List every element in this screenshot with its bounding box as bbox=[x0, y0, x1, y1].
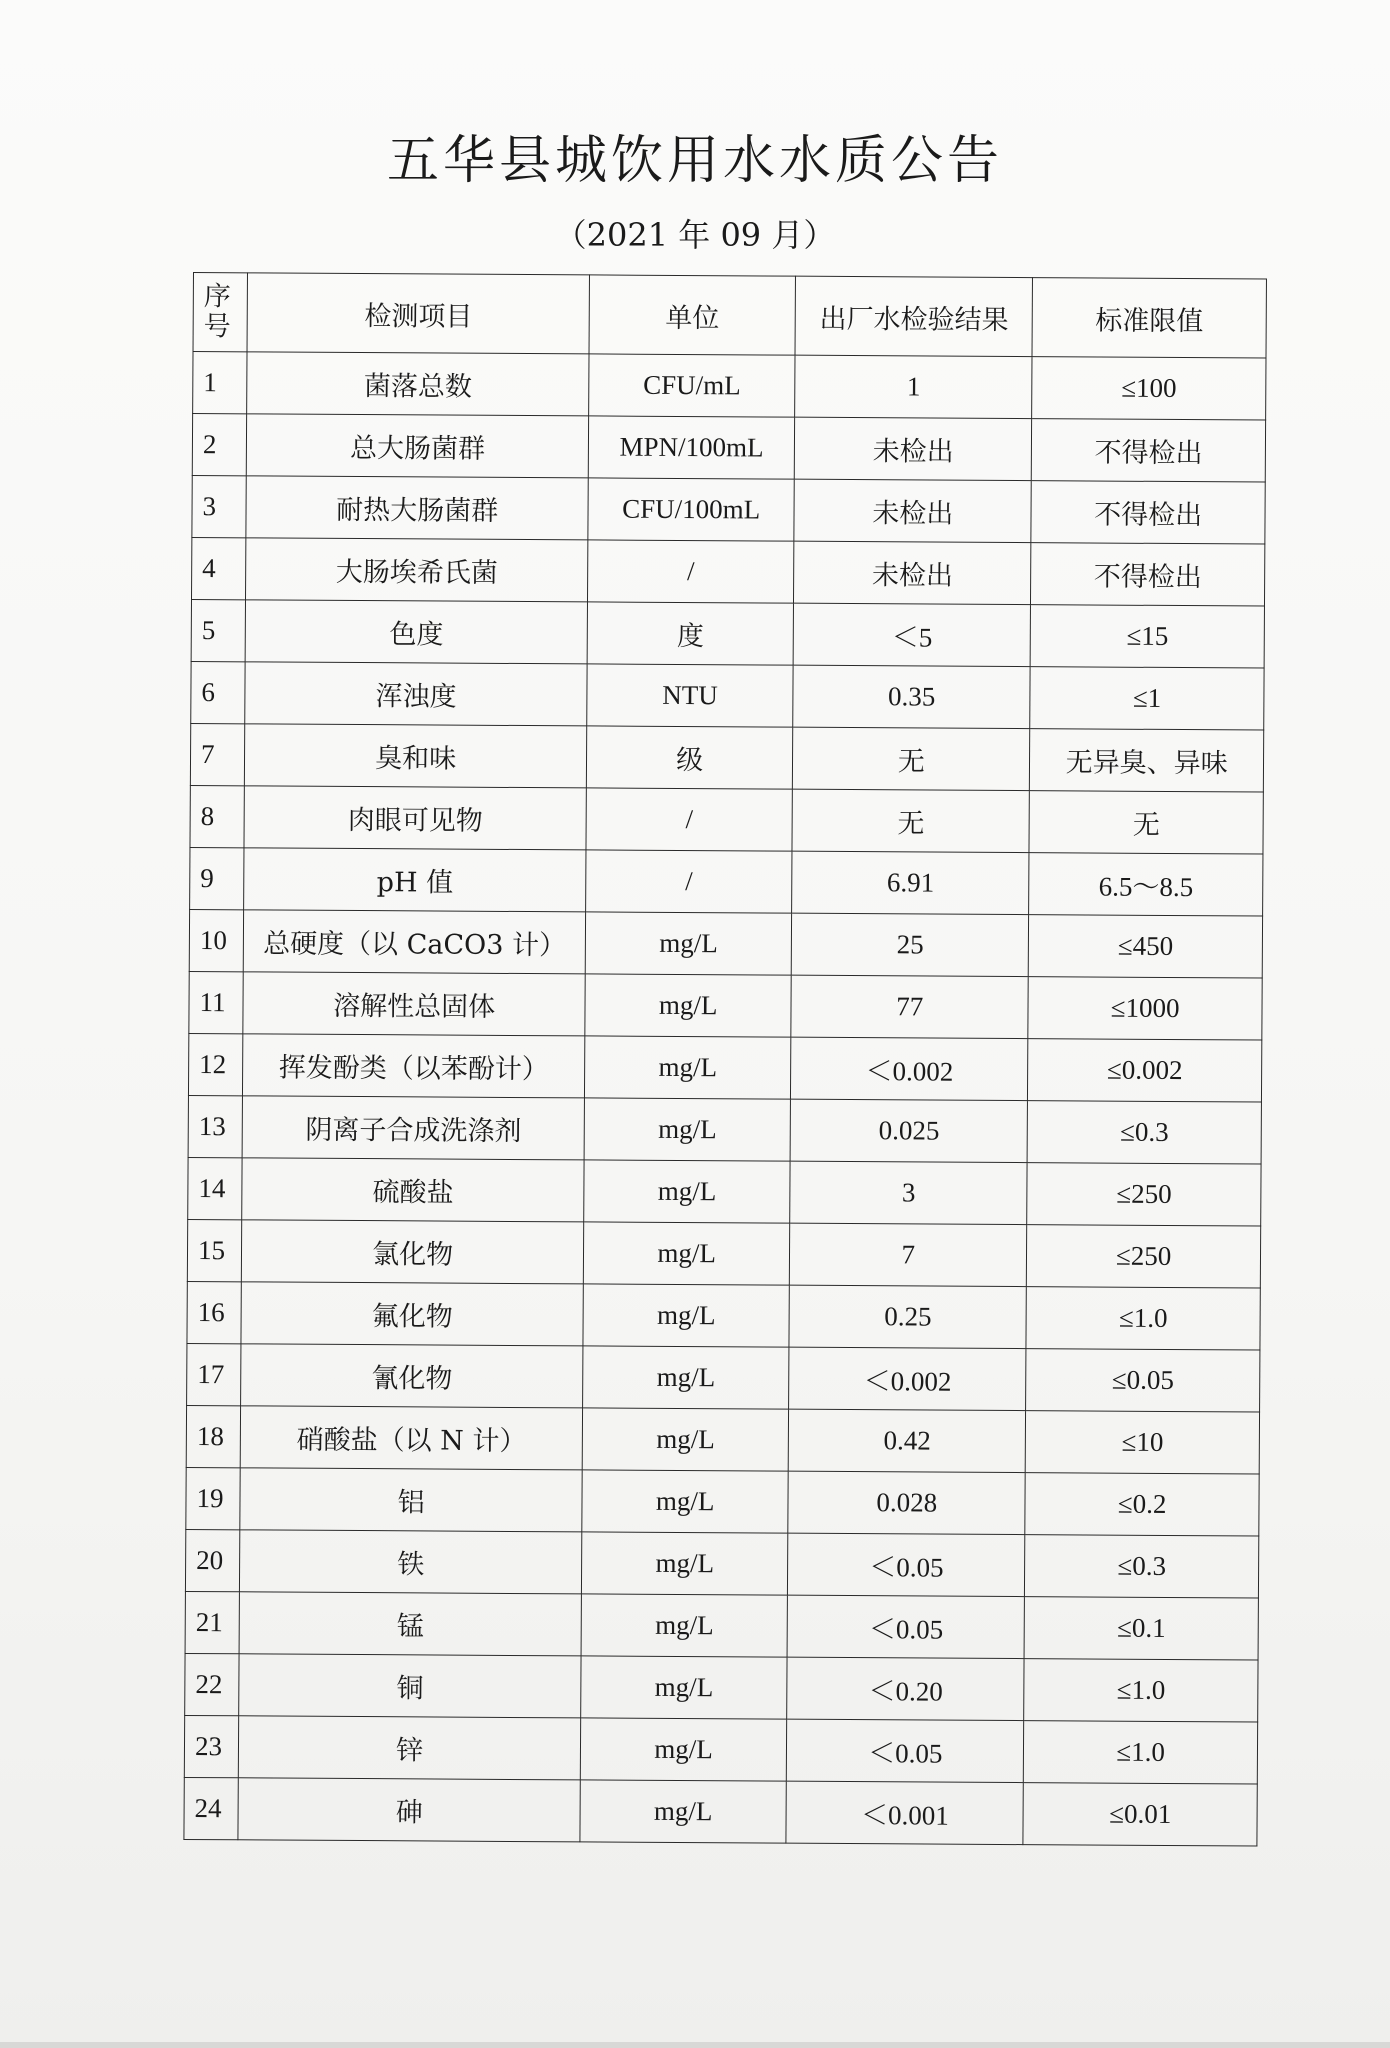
row-unit: mg/L bbox=[580, 1718, 787, 1781]
row-no: 5 bbox=[191, 599, 246, 661]
row-item: 溶解性总固体 bbox=[243, 972, 585, 1036]
row-result: 6.91 bbox=[792, 851, 1029, 914]
row-unit: mg/L bbox=[581, 1532, 788, 1595]
row-no: 12 bbox=[188, 1033, 243, 1095]
table-row bbox=[192, 414, 1265, 483]
row-no: 11 bbox=[189, 971, 244, 1033]
row-no: 10 bbox=[189, 909, 244, 971]
table-row bbox=[184, 1777, 1257, 1846]
row-item: 肉眼可见物 bbox=[244, 786, 586, 850]
row-no: 7 bbox=[190, 723, 245, 785]
row-standard: ≤100 bbox=[1032, 357, 1266, 420]
row-result: ＜0.002 bbox=[789, 1347, 1026, 1410]
row-no: 19 bbox=[186, 1467, 241, 1529]
row-result: 0.35 bbox=[793, 665, 1030, 728]
row-result: 25 bbox=[792, 913, 1029, 976]
header-standard: 标准限值 bbox=[1032, 278, 1266, 358]
row-item: 色度 bbox=[246, 600, 588, 664]
row-standard: ≤450 bbox=[1028, 915, 1262, 978]
row-no: 6 bbox=[191, 661, 246, 723]
table-row bbox=[191, 661, 1264, 730]
row-unit: CFU/100mL bbox=[588, 478, 795, 541]
row-unit: mg/L bbox=[585, 974, 792, 1037]
row-result: 未检出 bbox=[794, 479, 1031, 542]
row-standard: ≤1.0 bbox=[1024, 1721, 1258, 1784]
row-item: 氟化物 bbox=[241, 1282, 583, 1346]
row-item: 硝酸盐（以 N 计） bbox=[241, 1406, 583, 1470]
row-no: 21 bbox=[185, 1591, 240, 1653]
row-standard: ≤1.0 bbox=[1026, 1287, 1260, 1350]
row-no: 17 bbox=[187, 1343, 242, 1405]
row-result: 0.42 bbox=[789, 1409, 1026, 1472]
row-unit: mg/L bbox=[584, 1036, 791, 1099]
row-item: 阴离子合成洗涤剂 bbox=[243, 1096, 585, 1160]
row-standard: 无异臭、异味 bbox=[1030, 729, 1264, 792]
row-unit: MPN/100mL bbox=[588, 416, 795, 479]
table-header bbox=[193, 273, 1266, 359]
row-result: ＜0.05 bbox=[787, 1595, 1024, 1658]
row-item: 总硬度（以 CaCO3 计） bbox=[244, 910, 586, 974]
row-result: 无 bbox=[793, 727, 1030, 790]
header-unit: 单位 bbox=[589, 275, 796, 355]
row-item: 总大肠菌群 bbox=[247, 414, 589, 478]
row-result: 7 bbox=[790, 1223, 1027, 1286]
row-item: pH 值 bbox=[244, 848, 586, 912]
row-standard: ≤0.2 bbox=[1025, 1473, 1259, 1536]
row-standard: ≤1000 bbox=[1028, 977, 1262, 1040]
header-row bbox=[193, 273, 1266, 359]
table-row bbox=[190, 723, 1263, 792]
row-result: ＜0.20 bbox=[787, 1657, 1024, 1720]
row-standard: ≤0.002 bbox=[1028, 1039, 1262, 1102]
row-unit: / bbox=[587, 540, 794, 603]
row-item: 铁 bbox=[240, 1530, 582, 1594]
table-row bbox=[191, 599, 1264, 668]
row-unit: mg/L bbox=[584, 1160, 791, 1223]
water-quality-table bbox=[183, 272, 1267, 1847]
table-row bbox=[190, 847, 1263, 916]
table-row bbox=[185, 1653, 1258, 1722]
table-row bbox=[187, 1343, 1260, 1412]
row-standard: 不得检出 bbox=[1031, 419, 1265, 482]
row-item: 氯化物 bbox=[242, 1220, 584, 1284]
row-standard: ≤250 bbox=[1027, 1163, 1261, 1226]
row-result: 0.028 bbox=[788, 1471, 1025, 1534]
table-row bbox=[187, 1281, 1260, 1350]
row-unit: 度 bbox=[587, 602, 794, 665]
row-result: ＜0.05 bbox=[788, 1533, 1025, 1596]
row-standard: ≤1.0 bbox=[1024, 1659, 1258, 1722]
row-standard: ≤10 bbox=[1025, 1411, 1259, 1474]
row-item: 硫酸盐 bbox=[242, 1158, 584, 1222]
table-row bbox=[188, 1033, 1261, 1102]
row-result: ＜0.002 bbox=[791, 1037, 1028, 1100]
row-unit: mg/L bbox=[583, 1284, 790, 1347]
row-unit: mg/L bbox=[582, 1346, 789, 1409]
row-standard: ≤250 bbox=[1027, 1225, 1261, 1288]
row-item: 氰化物 bbox=[241, 1344, 583, 1408]
row-item: 挥发酚类（以苯酚计） bbox=[243, 1034, 585, 1098]
row-standard: 不得检出 bbox=[1031, 481, 1265, 544]
row-result: 0.25 bbox=[789, 1285, 1026, 1348]
header-no: 序号 bbox=[193, 273, 248, 352]
row-standard: ≤0.3 bbox=[1025, 1535, 1259, 1598]
row-standard: ≤0.01 bbox=[1023, 1783, 1257, 1846]
page-bottom-edge bbox=[0, 2042, 1390, 2048]
row-unit: 级 bbox=[586, 726, 793, 789]
table-row bbox=[191, 537, 1264, 606]
row-standard: 6.5～8.5 bbox=[1029, 853, 1263, 916]
row-standard: 无 bbox=[1029, 791, 1263, 854]
table-row bbox=[188, 1157, 1261, 1226]
row-unit: mg/L bbox=[584, 1098, 791, 1161]
row-unit: / bbox=[586, 788, 793, 851]
row-result: ＜0.001 bbox=[786, 1781, 1023, 1844]
row-item: 锌 bbox=[239, 1716, 581, 1780]
row-item: 铝 bbox=[240, 1468, 582, 1532]
row-result: 1 bbox=[795, 355, 1032, 418]
table-row bbox=[193, 352, 1266, 421]
row-no: 2 bbox=[192, 414, 247, 476]
row-standard: ≤0.1 bbox=[1024, 1597, 1258, 1660]
row-result: 无 bbox=[792, 789, 1029, 852]
page-subtitle: （2021 年 09 月） bbox=[554, 216, 836, 254]
header-result: 出厂水检验结果 bbox=[795, 276, 1032, 356]
row-no: 3 bbox=[192, 475, 247, 537]
table-row bbox=[186, 1467, 1259, 1536]
row-item: 耐热大肠菌群 bbox=[246, 476, 588, 540]
row-no: 9 bbox=[190, 847, 245, 909]
row-item: 砷 bbox=[238, 1778, 580, 1842]
row-no: 1 bbox=[193, 352, 248, 414]
row-result: 未检出 bbox=[794, 541, 1031, 604]
table-row bbox=[188, 1095, 1261, 1164]
row-standard: ≤0.3 bbox=[1027, 1101, 1261, 1164]
row-item: 浑浊度 bbox=[245, 662, 587, 726]
row-no: 23 bbox=[184, 1715, 239, 1777]
row-no: 20 bbox=[185, 1529, 240, 1591]
row-result: 未检出 bbox=[795, 417, 1032, 480]
row-unit: mg/L bbox=[580, 1780, 787, 1843]
row-result: 3 bbox=[790, 1161, 1027, 1224]
row-unit: mg/L bbox=[585, 912, 792, 975]
table-row bbox=[187, 1219, 1260, 1288]
header-item: 检测项目 bbox=[247, 273, 589, 354]
row-unit: / bbox=[585, 850, 792, 913]
table-row bbox=[184, 1715, 1257, 1784]
row-unit: mg/L bbox=[582, 1408, 789, 1471]
row-unit: mg/L bbox=[582, 1470, 789, 1533]
table-row bbox=[190, 785, 1263, 854]
row-no: 4 bbox=[191, 537, 246, 599]
row-standard: ≤0.05 bbox=[1026, 1349, 1260, 1412]
table-row bbox=[189, 909, 1262, 978]
row-unit: mg/L bbox=[583, 1222, 790, 1285]
row-no: 24 bbox=[184, 1777, 239, 1839]
row-unit: NTU bbox=[587, 664, 794, 727]
table-row bbox=[186, 1405, 1259, 1474]
row-no: 13 bbox=[188, 1095, 243, 1157]
table-row bbox=[192, 475, 1265, 544]
row-unit: mg/L bbox=[581, 1594, 788, 1657]
row-result: ＜5 bbox=[794, 603, 1031, 666]
table-row bbox=[185, 1591, 1258, 1660]
row-standard: ≤1 bbox=[1030, 667, 1264, 730]
row-result: ＜0.05 bbox=[787, 1719, 1024, 1782]
row-standard: 不得检出 bbox=[1031, 543, 1265, 606]
row-no: 18 bbox=[186, 1405, 241, 1467]
row-unit: mg/L bbox=[581, 1656, 788, 1719]
row-no: 8 bbox=[190, 785, 245, 847]
row-no: 16 bbox=[187, 1281, 242, 1343]
row-result: 77 bbox=[791, 975, 1028, 1038]
row-item: 臭和味 bbox=[245, 724, 587, 788]
table-row bbox=[189, 971, 1262, 1040]
row-item: 大肠埃希氏菌 bbox=[246, 538, 588, 602]
table-body bbox=[184, 352, 1266, 1847]
row-no: 14 bbox=[188, 1157, 243, 1219]
row-item: 铜 bbox=[239, 1654, 581, 1718]
row-standard: ≤15 bbox=[1030, 605, 1264, 668]
page-title: 五华县城饮用水水质公告 bbox=[386, 131, 1003, 191]
row-result: 0.025 bbox=[790, 1099, 1027, 1162]
table-row bbox=[185, 1529, 1258, 1598]
row-item: 锰 bbox=[240, 1592, 582, 1656]
row-unit: CFU/mL bbox=[589, 354, 796, 417]
row-no: 15 bbox=[187, 1219, 242, 1281]
row-item: 菌落总数 bbox=[247, 352, 589, 416]
row-no: 22 bbox=[185, 1653, 240, 1715]
